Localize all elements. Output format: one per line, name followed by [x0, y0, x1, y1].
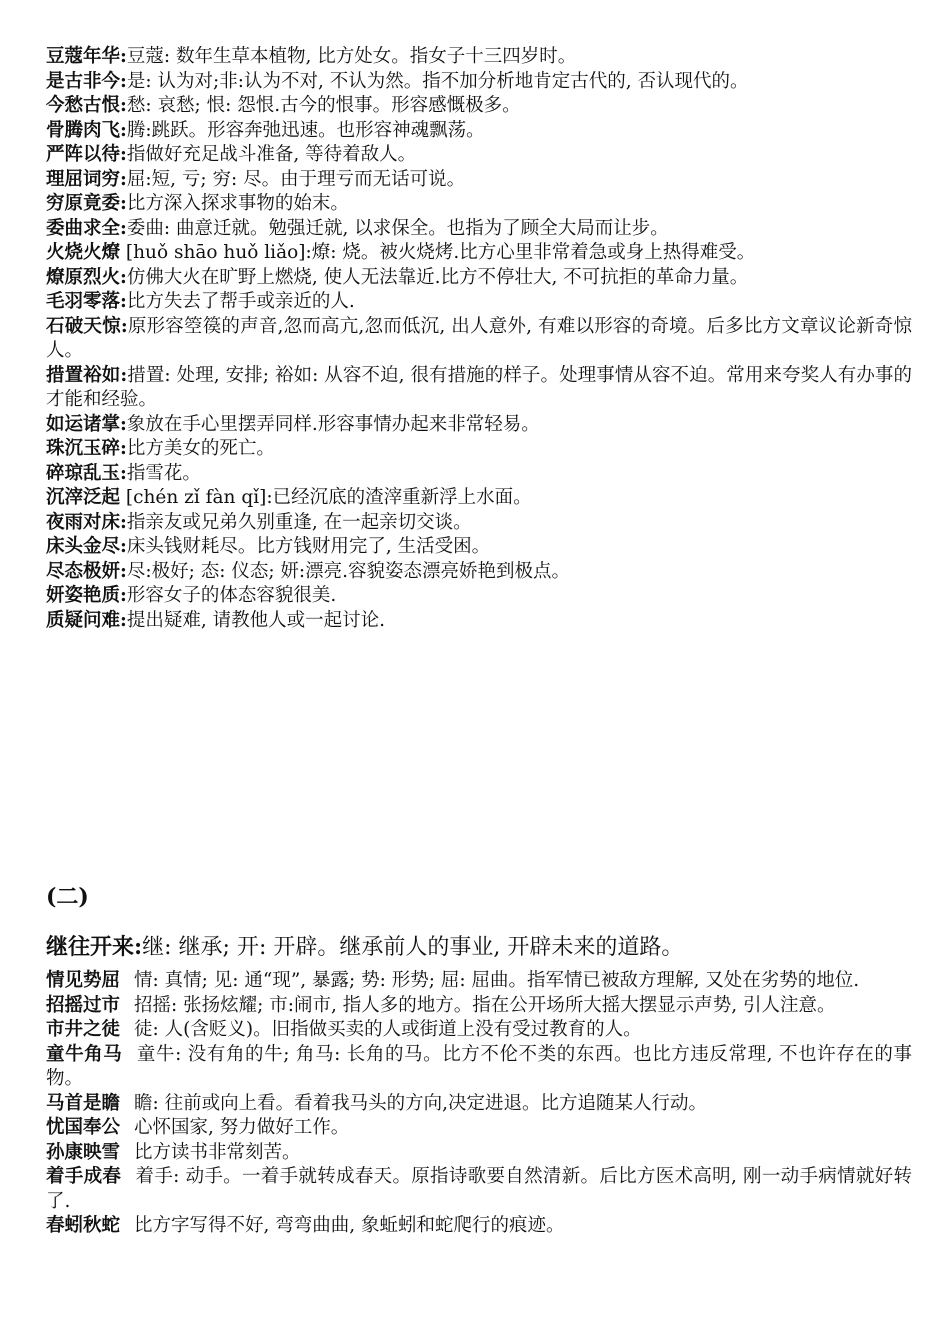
idiom-definition: 比方读书非常刻苦。 [134, 1141, 301, 1163]
idiom-term: 童牛角马 [46, 1043, 123, 1065]
idiom-entry [46, 584, 912, 609]
idiom-separator: : [120, 511, 127, 533]
idiom-term: 碎琼乱玉 [46, 462, 121, 484]
idiom-definition: 徒: 人(含贬义)。旧指做买卖的人或街道上没有受过教育的人。 [134, 1019, 642, 1040]
idiom-separator: : [120, 193, 127, 214]
idiom-definition: 措置: 处理, 安排; 裕如: 从容不迫, 很有措施的样子。处理事情从容不迫。常用来夸奖人有办事的才能和经验。 [46, 364, 912, 410]
idiom-entry [46, 560, 912, 585]
idiom-definition: 招摇: 张扬炫耀; 市:闹市, 指人多的地方。指在公开场所大摇大摆显示声势, 引人注意。 [134, 994, 836, 1016]
idiom-term: 忧国奉公 [46, 1117, 121, 1138]
idiom-entry [46, 364, 912, 413]
idiom-definition: 腾:跳跃。形容奔弛迅速。也形容神魂飘荡。 [126, 119, 485, 141]
idiom-term: 燎原烈火 [46, 266, 121, 288]
idiom-list-2 [46, 932, 912, 1239]
idiom-list-1 [46, 45, 912, 633]
section-heading: (二) [46, 884, 89, 910]
idiom-definition: 指雪花。 [126, 462, 201, 484]
idiom-entry [46, 119, 912, 144]
idiom-definition: 仿佛大火在旷野上燃烧, 使人无法靠近.比方不停壮大, 不可抗拒的革命力量。 [126, 266, 749, 288]
idiom-term: 妍姿艳质 [46, 585, 121, 606]
idiom-separator: : [120, 536, 127, 557]
idiom-definition: 瞻: 往前或向上看。看着我马头的方向,决定进退。比方追随某人行动。 [134, 1092, 708, 1114]
idiom-term: 质疑问难 [46, 609, 121, 631]
idiom-term: 马首是瞻 [46, 1092, 121, 1114]
idiom-term: 如运诸掌 [46, 413, 121, 435]
idiom-entry [46, 486, 912, 511]
idiom-term: 毛羽零落 [46, 291, 121, 312]
idiom-definition: 委曲: 曲意迁就。勉强迁就, 以求保全。也指为了顾全大局而让步。 [126, 217, 669, 239]
idiom-entry [46, 1116, 912, 1141]
idiom-entry [46, 413, 912, 438]
idiom-definition: 继: 继承; 开: 开辟。继承前人的事业, 开辟未来的道路。 [142, 935, 684, 960]
idiom-entry [46, 45, 912, 70]
idiom-entry [46, 1165, 912, 1214]
idiom-entry [46, 1018, 912, 1043]
idiom-definition: 原形容箜篌的声音,忽而高亢,忽而低沉, 出人意外, 有难以形容的奇境。后多比方文章议论新奇惊人。 [46, 315, 912, 361]
idiom-separator: : [120, 560, 127, 582]
idiom-term: 情见势屈 [46, 970, 121, 991]
idiom-separator: : [120, 291, 127, 312]
idiom-term: 夜雨对床 [46, 511, 121, 533]
idiom-term: 石破天惊 [46, 315, 121, 337]
idiom-entry [46, 1092, 912, 1117]
idiom-separator: : [120, 217, 127, 239]
idiom-entry [46, 70, 912, 95]
idiom-definition: 愁: 哀愁; 恨: 怨恨.古今的恨事。形容感慨极多。 [126, 95, 521, 116]
idiom-separator: : [120, 609, 127, 631]
idiom-definition: 是: 认为对;非:认为不对, 不认为然。指不加分析地肯定古代的, 否认现代的。 [126, 70, 749, 92]
idiom-separator: : [120, 315, 128, 337]
idiom-entry [46, 969, 912, 994]
idiom-entry [46, 1043, 912, 1092]
idiom-definition: 比方字写得不好, 弯弯曲曲, 象蚯蚓和蛇爬行的痕迹。 [134, 1215, 565, 1236]
idiom-term: 今愁古恨 [46, 95, 121, 116]
idiom-definition: 提出疑难, 请教他人或一起讨论. [126, 609, 386, 631]
idiom-separator: : [134, 934, 143, 960]
idiom-entry-lead [46, 932, 912, 963]
idiom-entry [46, 535, 912, 560]
idiom-definition: 尽:极好; 态: 仪态; 妍:漂亮.容貌姿态漂亮娇艳到极点。 [126, 560, 571, 582]
idiom-entry [46, 94, 912, 119]
idiom-term: 招摇过市 [46, 994, 121, 1016]
idiom-definition: 屈:短, 亏; 穷: 尽。由于理亏而无话可说。 [126, 168, 466, 190]
idiom-definition: 象放在手心里摆弄同样.形容事情办起来非常轻易。 [126, 413, 540, 435]
idiom-term: 严阵以待 [46, 144, 121, 165]
idiom-term: 珠沉玉碎 [46, 438, 121, 459]
idiom-separator: : [120, 438, 127, 459]
idiom-entry [46, 1141, 912, 1166]
idiom-term: 着手成春 [46, 1166, 122, 1187]
idiom-term: 尽态极妍 [46, 560, 121, 582]
idiom-definition: 心怀国家, 努力做好工作。 [134, 1117, 350, 1138]
idiom-term: 豆蔻年华 [46, 46, 121, 67]
idiom-separator: : [120, 364, 128, 386]
idiom-definition: 情: 真情; 见: 通“现”, 暴露; 势: 形势; 屈: 屈曲。指军情已被敌方理解, 又处在劣势的地位. [134, 970, 860, 991]
idiom-entry [46, 290, 912, 315]
idiom-definition: 比方深入探求事物的始末。 [126, 193, 349, 214]
idiom-term: 理屈词穷 [46, 168, 121, 190]
idiom-entry [46, 217, 912, 242]
idiom-definition: 童牛: 没有角的牛; 角马: 长角的马。比方不伦不类的东西。也比方违反常理, 不也许存在的事物。 [46, 1043, 912, 1089]
idiom-term: 是古非今 [46, 70, 121, 92]
idiom-definition: 指做好充足战斗准备, 等待着敌人。 [126, 144, 417, 165]
idiom-entry [46, 994, 912, 1019]
idiom-definition: 比方失去了帮手或亲近的人. [126, 291, 355, 312]
idiom-definition: 豆蔻: 数年生草本植物, 比方处女。指女子十三四岁时。 [126, 46, 577, 67]
idiom-entry [46, 192, 912, 217]
idiom-separator: : [120, 168, 127, 190]
idiom-term: 措置裕如 [46, 364, 121, 386]
idiom-definition: 已经沉底的渣滓重新浮上水面。 [272, 487, 532, 508]
idiom-entry [46, 1214, 912, 1239]
idiom-term: 市井之徒 [46, 1019, 121, 1040]
idiom-separator: : [120, 585, 127, 606]
idiom-entry [46, 143, 912, 168]
idiom-entry [46, 168, 912, 193]
idiom-entry [46, 462, 912, 487]
idiom-separator: : [120, 70, 127, 92]
idiom-separator: : [120, 413, 127, 435]
idiom-definition: 形容女子的体态容貌很美. [126, 585, 337, 606]
idiom-term: 继往开来 [46, 934, 135, 960]
idiom-entry [46, 315, 912, 364]
idiom-separator: : [120, 266, 127, 288]
idiom-term: 孙康映雪 [46, 1141, 121, 1163]
idiom-entry [46, 511, 912, 536]
idiom-term: 火烧火燎 [46, 242, 121, 263]
idiom-entry [46, 609, 912, 634]
idiom-entry [46, 266, 912, 291]
idiom-term: 春蚓秋蛇 [46, 1215, 121, 1236]
idiom-term: 骨腾肉飞 [46, 119, 121, 141]
idiom-term: 穷原竟委 [46, 193, 121, 214]
idiom-term: 床头金尽 [46, 536, 121, 557]
idiom-separator: : [120, 144, 127, 165]
idiom-definition: 着手: 动手。一着手就转成春天。原指诗歌要自然清新。后比方医术高明, 刚一动手病情就好转了. [46, 1166, 912, 1212]
idiom-separator: : [120, 95, 127, 116]
idiom-entry [46, 241, 912, 266]
idiom-definition: 指亲友或兄弟久别重逢, 在一起亲切交谈。 [126, 511, 472, 533]
idiom-term: 沉滓泛起 [46, 487, 121, 508]
idiom-separator: : [120, 119, 127, 141]
idiom-definition: 床头钱财耗尽。比方钱财用完了, 生活受困。 [126, 536, 491, 557]
idiom-term: 委曲求全 [46, 217, 121, 239]
idiom-pinyin: [chén zǐ fàn qǐ]: [120, 487, 273, 508]
idiom-separator: : [120, 46, 127, 67]
idiom-definition: 燎: 烧。被火烧烤.比方心里非常着急或身上热得难受。 [311, 242, 756, 263]
idiom-separator: : [120, 462, 127, 484]
idiom-definition: 比方美女的死亡。 [126, 438, 275, 459]
idiom-entry [46, 437, 912, 462]
idiom-pinyin: [huǒ shāo huǒ liǎo]: [120, 242, 312, 263]
